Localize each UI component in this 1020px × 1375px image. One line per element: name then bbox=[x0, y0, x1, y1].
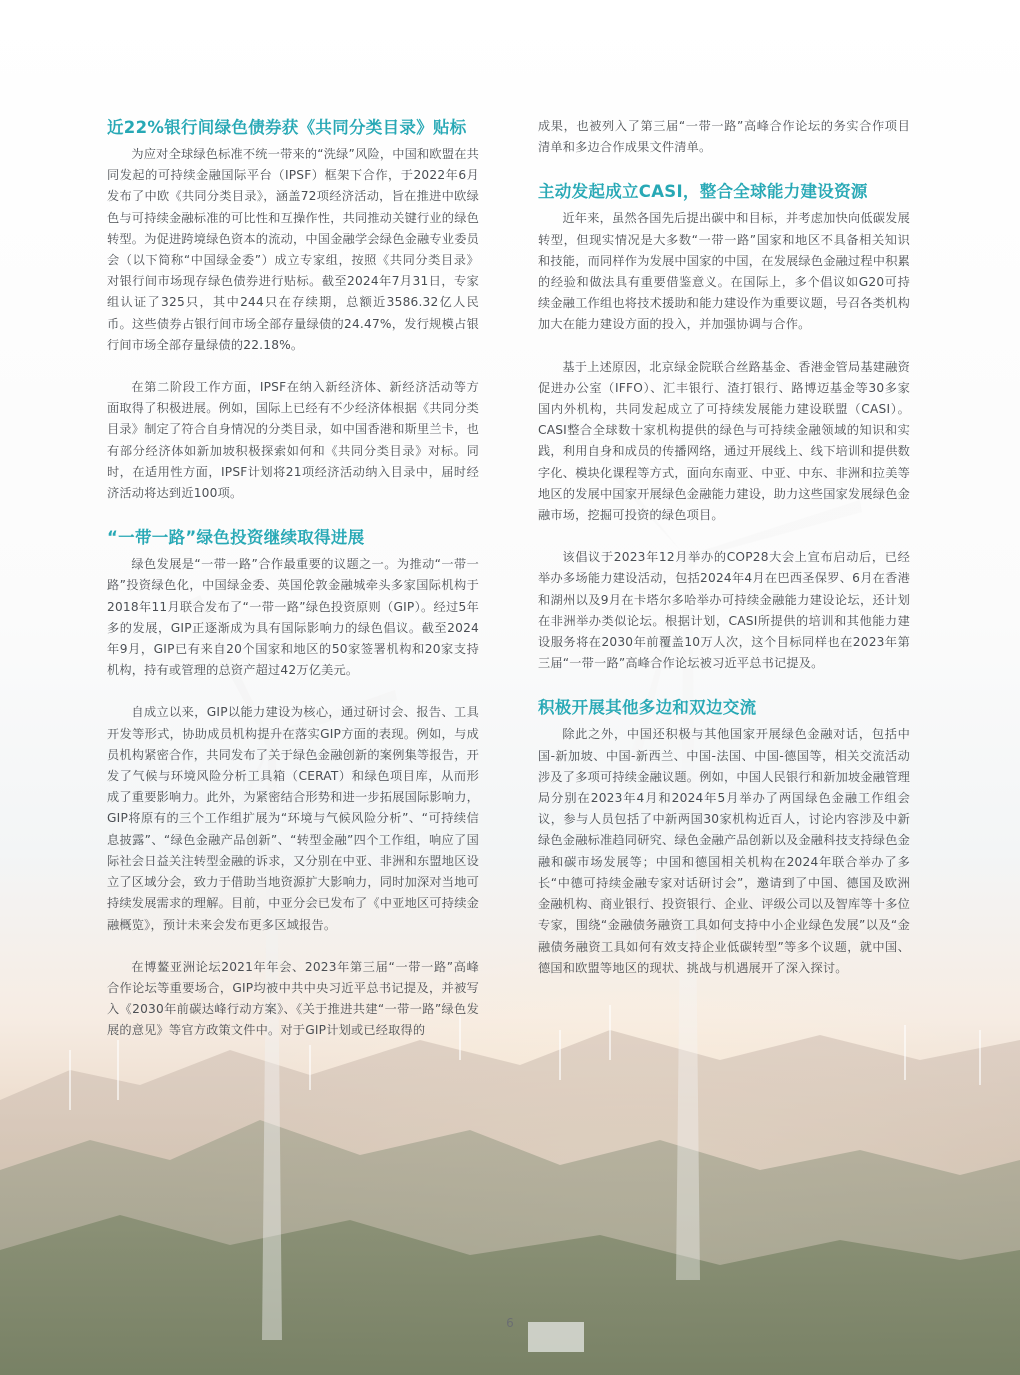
paragraph: 该倡议于2023年12月举办的COP28大会上宣布启动后，已经举办多场能力建设活动，包括2024年4月在巴西圣保罗、6月在香港和湖州以及9月在卡塔尔多哈举办可持续金融能力建设论坛，还计划在非洲举办类似论坛。根据计划，CASI所提供的培训和其他能力建设服务将在2030年前覆盖10万人次，这个目标同样也在2023年第三届“一带一路”高峰合作论坛被习近平总书记提及。 bbox=[538, 550, 910, 671]
paragraph: 在第二阶段工作方面，IPSF在纳入新经济体、新经济活动等方面取得了积极进展。例如，国际上已经有不少经济体根据《共同分类目录》制定了符合自身情况的分类目录，如中国香港和斯里兰卡，也有部分经济体如新加坡积极探索如何和《共同分类目录》对标。同时，在适用性方面，IPSF计划将21项经济活动纳入目录中，届时经济活动将达到近100项。 bbox=[107, 380, 479, 501]
paragraph: 近年来，虽然各国先后提出碳中和目标，并考虑加快向低碳发展转型，但现实情况是大多数“一带一路”国家和地区不具备相关知识和技能，而同样作为发展中国家的中国，在发展绿色金融过程中积累的经验和做法具有重要借鉴意义。在国际上，多个倡议如G20可持续金融工作组也将技术援助和能力建设作为重要议题，号召各类机构加大在能力建设方面的投入，并加强协调与合作。 bbox=[538, 211, 910, 332]
left-column bbox=[107, 116, 479, 1042]
section-heading-casi: 主动发起成立CASI，整合全球能力建设资源 bbox=[538, 182, 868, 202]
section-heading-belt-and-road: “一带一路”绿色投资继续取得进展 bbox=[107, 528, 365, 548]
paragraph: 除此之外，中国还积极与其他国家开展绿色金融对话，包括中国-新加坡、中国-新西兰、中国-法国、中国-德国等，相关交流活动涉及了多项可持续金融议题。例如，中国人民银行和新加坡金融管理局分别在2023年4月和2024年5月举办了两国绿色金融工作组会议，参与人员包括了中新两国30家机构近百人，讨论内容涉及中新绿色金融标准趋同研究、绿色金融产品创新以及金融科技支持绿色金融和碳市场发展等；中国和德国相关机构在2024年联合举办了多长“中德可持续金融专家对话研讨会”，邀请到了中国、德国及欧洲金融机构、商业银行、投资银行、企业、评级公司以及智库等十多位专家，围绕“金融债务融资工具如何支持中小企业绿色发展”以及“金融债务融资工具如何有效支持企业低碳转型”等多个议题，就中国、德国和欧盟等地区的现状、挑战与机遇展开了深入探讨。 bbox=[538, 727, 910, 975]
section-heading-taxonomy: 近22%银行间绿色债券获《共同分类目录》贴标 bbox=[107, 118, 467, 137]
paragraph: 在博鳌亚洲论坛2021年年会、2023年第三届“一带一路”高峰合作论坛等重要场合，GIP均被中共中央习近平总书记提及，并被写入《2030年前碳达峰行动方案》、《关于推进共建“一带一路”绿色发展的意见》等官方政策文件中。对于GIP计划或已经取得的 bbox=[107, 959, 479, 1038]
paragraph: 基于上述原因，北京绿金院联合丝路基金、香港金管局基建融资促进办公室（IFFO）、汇丰银行、渣打银行、路博迈基金等30多家国内外机构，共同发起成立了可持续发展能力建设联盟（CASI）。CASI整合全球数十家机构提供的绿色与可持续金融领域的知识和实践，利用自身和成员的传播网络，通过开展线上、线下培训和提供数字化、模块化课程等方式，面向东南亚、中亚、中东、非洲和拉美等地区的发展中国家开展绿色金融能力建设，助力这些国家发展绿色金融市场，挖掘可投资的绿色项目。 bbox=[538, 359, 910, 523]
paragraph: 自成立以来，GIP以能力建设为核心，通过研讨会、报告、工具开发等形式，协助成员机构提升在落实GIP方面的表现。例如，与成员机构紧密合作，共同发布了关于绿色金融创新的案例集等报告，开发了气候与环境风险分析工具箱（CERAT）和绿色项目库，从而形成了重要影响力。此外，为紧密结合形势和进一步拓展国际影响力，GIP将原有的三个工作组扩展为“环境与气候风险分析”、“可持续信息披露”、“绿色金融产品创新”、“转型金融”四个工作组，响应了国际社会日益关注转型金融的诉求，又分别在中亚、非洲和东盟地区设立了区域分会，致力于借助当地资源扩大影响力，同时加深对当地可持续发展需求的理解。目前，中亚分会已发布了《中亚地区可持续金融概览》，预计未来会发布更多区域报告。 bbox=[107, 705, 479, 932]
section-heading-bilateral-exchange: 积极开展其他多边和双边交流 bbox=[538, 698, 757, 718]
paragraph: 为应对全球绿色标准不统一带来的“洗绿”风险，中国和欧盟在共同发起的可持续金融国际平台（IPSF）框架下合作，于2022年6月发布了中欧《共同分类目录》，涵盖72项经济活动，旨在推进中欧绿色与可持续金融标准的可比性和互操作性，共同推动关键行业的绿色转型。为促进跨境绿色资本的流动，中国金融学会绿色金融专业委员会（以下简称“中国绿金委”）成立专家组，按照《共同分类目录》对银行间市场现存绿色债券进行贴标。截至2024年7月31日，专家组认证了325只，其中244只在存续期，总额近3586.32亿人民币。这些债券占银行间市场全部存量绿债的24.47%，发行规模占银行间市场全部存量绿债的22.18%。 bbox=[107, 147, 479, 352]
paragraph: 绿色发展是“一带一路”合作最重要的议题之一。为推动“一带一路”投资绿色化，中国绿金委、英国伦敦金融城牵头多家国际机构于2018年11月联合发布了“一带一路”绿色投资原则（GIP）。经过5年多的发展，GIP正逐渐成为具有国际影响力的绿色倡议。截至2024年9月，GIP已有来自20个国家和地区的50家签署机构和20家支持机构，持有或管理的总资产超过42万亿美元。 bbox=[107, 557, 479, 678]
right-column bbox=[538, 116, 910, 979]
page-number: 6 bbox=[506, 1316, 514, 1330]
paragraph-continuation: 成果，也被列入了第三届“一带一路”高峰合作论坛的务实合作项目清单和多边合作成果文件清单。 bbox=[538, 119, 910, 155]
